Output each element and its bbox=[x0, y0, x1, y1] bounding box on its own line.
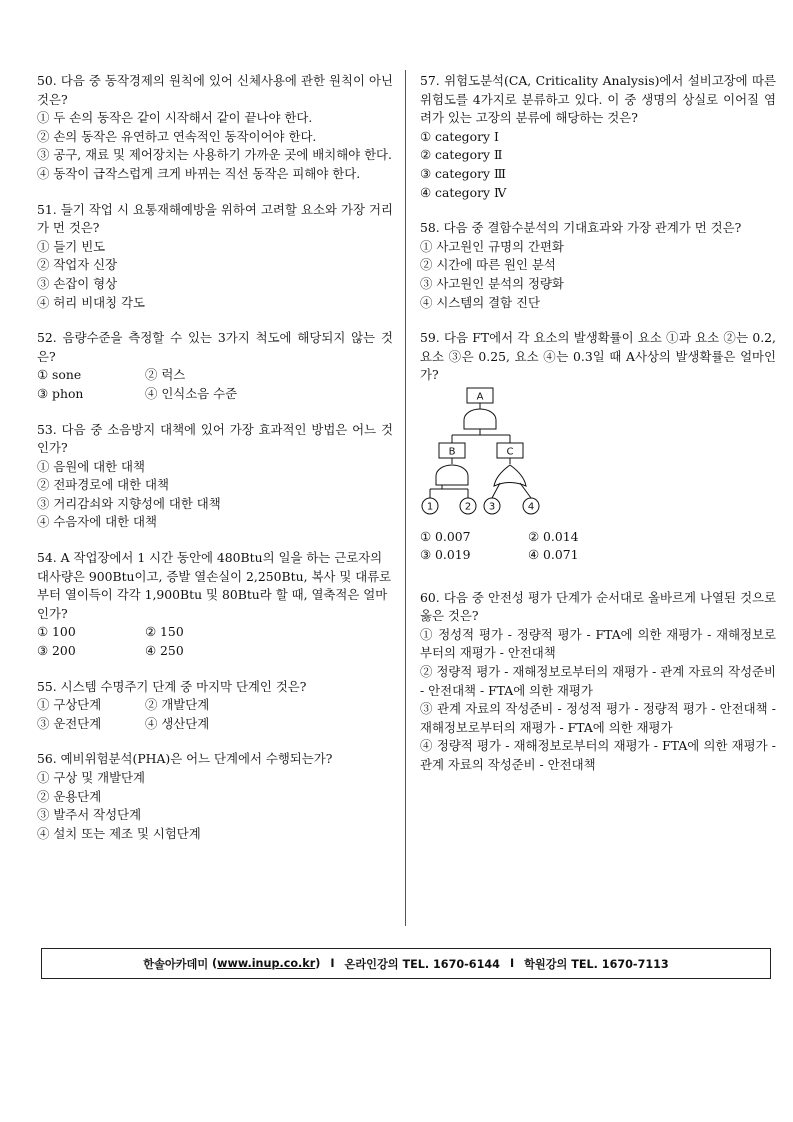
academy-name: 한솔아카데미 bbox=[143, 957, 209, 971]
option-row bbox=[420, 546, 776, 565]
option: ① 음원에 대한 대책 bbox=[37, 458, 145, 474]
option-row bbox=[37, 366, 393, 385]
option: ① 구상단계 bbox=[37, 697, 102, 713]
fault-tree-diagram bbox=[420, 387, 600, 522]
website-link[interactable]: www.inup.co.kr bbox=[217, 957, 316, 970]
question-53 bbox=[37, 421, 393, 533]
option: ④ 동작이 급작스럽게 크게 바뀌는 직선 동작은 피해야 한다. bbox=[37, 165, 361, 181]
option: ④ 인식소음 수준 bbox=[145, 385, 238, 401]
option: ④ category Ⅳ bbox=[420, 184, 507, 200]
basic-event-label: 3 bbox=[488, 501, 496, 513]
question-52 bbox=[37, 329, 393, 403]
option: ③ 운전단계 bbox=[37, 715, 102, 731]
academy-course-tel: 학원강의 TEL. 1670-7113 bbox=[524, 957, 669, 971]
question-text: 55. 시스템 수명주기 단계 중 마지막 단계인 것은? bbox=[37, 678, 307, 694]
option: ③ 사고원인 분석의 정량화 bbox=[420, 275, 564, 291]
option: ③ 거리감쇠와 지향성에 대한 대책 bbox=[37, 495, 221, 511]
option: ③ 공구, 재료 및 제어장치는 사용하기 가까운 곳에 배치해야 한다. bbox=[37, 147, 392, 163]
page-footer bbox=[41, 948, 771, 979]
question-text: 50. 다음 중 동작경제의 원칙에 있어 신체사용에 관한 원칙이 아닌 것은? bbox=[37, 73, 393, 107]
question-54 bbox=[37, 549, 393, 661]
url-bracket: ( bbox=[212, 957, 218, 970]
option: ① 구상 및 개발단계 bbox=[37, 770, 145, 785]
option: ② category Ⅱ bbox=[420, 147, 503, 163]
and-gate-icon bbox=[464, 409, 496, 429]
question-text: 53. 다음 중 소음방지 대책에 있어 가장 효과적인 방법은 어느 것인가? bbox=[37, 421, 393, 456]
option: ④ 0.071 bbox=[528, 547, 579, 563]
question-text: 52. 음량수준을 측정할 수 있는 3가지 척도에 해당되지 않는 것은? bbox=[37, 330, 393, 364]
question-text: 58. 다음 중 결함수분석의 기대효과와 가장 관계가 먼 것은? bbox=[420, 220, 742, 236]
option: ③ 0.019 bbox=[420, 547, 471, 563]
footer-separator: I bbox=[509, 957, 515, 970]
basic-event-label: 2 bbox=[464, 501, 472, 513]
option: ③ phon bbox=[37, 385, 84, 401]
option: ③ 발주서 작성단계 bbox=[37, 807, 142, 823]
option: ② 150 bbox=[145, 624, 184, 640]
question-50 bbox=[37, 72, 393, 184]
option: ④ 250 bbox=[145, 643, 184, 659]
option: ② 운용단계 bbox=[37, 788, 102, 804]
and-gate-icon bbox=[436, 465, 468, 485]
question-text: 54. A 작업장에서 1 시간 동안에 480Btu의 일을 하는 근로자의 대사량은 900Btu이고, 증발 열손실이 2,250Btu, 복사 및 대류로부터 열이득이 각각 1,900Btu 및 80Btu라 할 때, 열축적은 얼마인가? bbox=[37, 550, 392, 621]
option-row bbox=[420, 528, 776, 547]
column-divider bbox=[405, 70, 406, 926]
option: ② 정량적 평가 - 재해정보로부터의 재평가 - 관계 자료의 작성준비 - 안전대책 - FTA에 의한 재평가 bbox=[420, 664, 776, 698]
url-bracket: ) bbox=[315, 957, 321, 970]
option: ① 사고원인 규명의 간편화 bbox=[420, 238, 564, 254]
option: ① 100 bbox=[37, 624, 76, 640]
basic-event-label: 1 bbox=[426, 501, 434, 513]
option: ① category Ⅰ bbox=[420, 128, 499, 144]
event-c-label: C bbox=[506, 446, 514, 458]
question-text: 51. 들기 작업 시 요통재해예방을 위하여 고려할 요소와 가장 거리가 먼 것은? bbox=[37, 201, 393, 236]
or-gate-icon bbox=[494, 465, 526, 486]
question-text: 60. 다음 중 안전성 평가 단계가 순서대로 올바르게 나열된 것으로 옳은 것은? bbox=[420, 589, 776, 624]
option: ① 0.007 bbox=[420, 528, 471, 544]
option-row bbox=[37, 715, 393, 734]
event-b-label: B bbox=[448, 446, 456, 458]
basic-event-label: 4 bbox=[527, 501, 535, 513]
option: ④ 시스템의 결함 진단 bbox=[420, 294, 540, 310]
top-event-label: A bbox=[476, 391, 484, 403]
option: ② 손의 동작은 유연하고 연속적인 동작이어야 한다. bbox=[37, 128, 317, 144]
option: ② 작업자 신장 bbox=[37, 257, 118, 273]
option: ① sone bbox=[37, 367, 82, 383]
option: ② 개발단계 bbox=[145, 697, 210, 713]
question-58 bbox=[420, 219, 776, 312]
option: ② 0.014 bbox=[528, 528, 579, 544]
option: ③ 손잡이 형상 bbox=[37, 275, 118, 291]
option: ④ 수음자에 대한 대책 bbox=[37, 514, 157, 530]
option: ① 들기 빈도 bbox=[37, 238, 106, 254]
question-55 bbox=[37, 678, 393, 734]
question-text: 57. 위험도분석(CA, Criticality Analysis)에서 설비고장에 따른 위험도를 4가지로 분류하고 있다. 이 중 생명의 상실로 이어질 염려가 있는 고장의 분류에 해당하는 것은? bbox=[420, 73, 776, 126]
question-51 bbox=[37, 201, 393, 313]
option-row bbox=[37, 642, 393, 661]
option: ② 시간에 따른 원인 분석 bbox=[420, 257, 556, 273]
question-text: 56. 예비위험분석(PHA)은 어느 단계에서 수행되는가? bbox=[37, 751, 333, 767]
question-text: 59. 다음 FT에서 각 요소의 발생확률이 요소 ①과 요소 ②는 0.2, 요소 ③은 0.25, 요소 ④는 0.3일 때 A사상의 발생확률은 얼마인가? bbox=[420, 330, 776, 383]
option: ④ 설치 또는 제조 및 시험단계 bbox=[37, 825, 201, 841]
online-course-tel: 온라인강의 TEL. 1670-6144 bbox=[344, 957, 500, 971]
option: ④ 정량적 평가 - 재해정보로부터의 재평가 - FTA에 의한 재평가 - 관계 자료의 작성준비 - 안전대책 bbox=[420, 738, 776, 773]
option: ② 전파경로에 대한 대책 bbox=[37, 477, 169, 493]
option: ③ 200 bbox=[37, 643, 76, 659]
question-60 bbox=[420, 589, 776, 775]
option: ④ 허리 비대칭 각도 bbox=[37, 294, 145, 310]
footer-separator: I bbox=[330, 957, 335, 970]
question-56 bbox=[37, 750, 393, 843]
question-57 bbox=[420, 72, 776, 202]
option-row bbox=[37, 623, 393, 642]
left-column bbox=[37, 72, 393, 860]
right-column bbox=[420, 72, 776, 792]
option-row bbox=[37, 696, 393, 715]
option: ① 두 손의 동작은 같이 시작해서 같이 끝나야 한다. bbox=[37, 110, 313, 126]
question-59 bbox=[420, 329, 776, 565]
option: ④ 생산단계 bbox=[145, 715, 210, 731]
option: ② 럭스 bbox=[145, 367, 186, 383]
option: ① 정성적 평가 - 정량적 평가 - FTA에 의한 재평가 - 재해정보로부터의 재평가 - 안전대책 bbox=[420, 626, 776, 661]
option: ③ category Ⅲ bbox=[420, 165, 506, 181]
option-row bbox=[37, 385, 393, 404]
option: ③ 관계 자료의 작성준비 - 정성적 평가 - 정량적 평가 - 안전대책 - 재해정보로부터의 재평가 - FTA에 의한 재평가 bbox=[420, 701, 776, 735]
